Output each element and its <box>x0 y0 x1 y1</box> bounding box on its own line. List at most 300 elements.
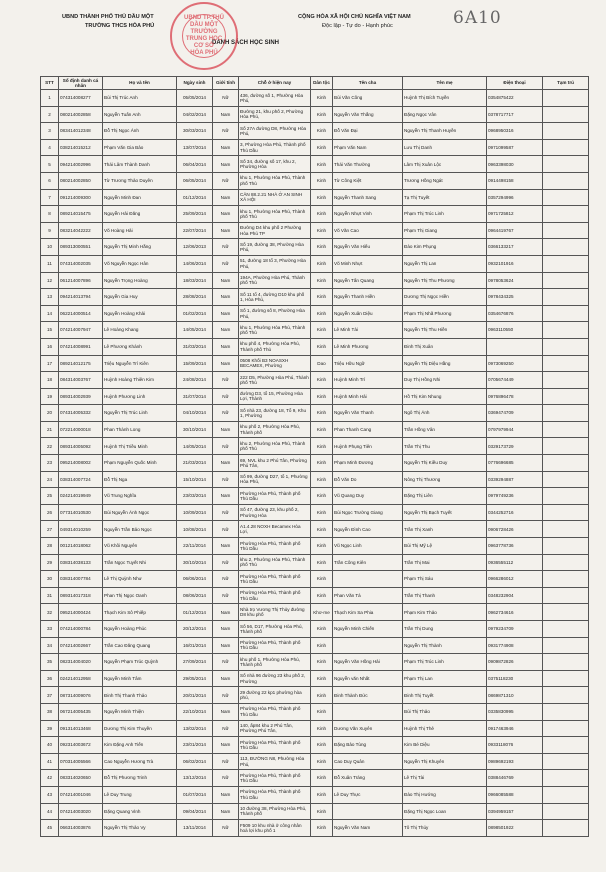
table-cell: 222 D5, Phường Hòa Phú, Thành phố Thủ <box>239 372 311 389</box>
table-cell: Lê Minh Tài <box>333 322 403 339</box>
table-cell: 43 <box>41 786 59 803</box>
column-header: STT <box>41 77 59 90</box>
table-cell: 038214015212 <box>59 139 103 156</box>
table-cell: 0914498158 <box>487 172 543 189</box>
table-cell: 0989692193 <box>487 753 543 770</box>
table-cell: 4 <box>41 139 59 156</box>
table-cell <box>543 106 589 123</box>
table-row <box>41 770 589 787</box>
table-cell <box>543 753 589 770</box>
table-cell: F509 10 khu nhà ở công nhân hoà lợi khu phố 1 <box>239 820 311 837</box>
table-row <box>41 322 589 339</box>
table-cell: 06/04/2014 <box>177 156 213 173</box>
table-cell: 29 <box>41 554 59 571</box>
table-cell: Nam <box>213 156 239 173</box>
table-cell: Kinh <box>311 255 333 272</box>
table-cell: 0366133217 <box>487 239 543 256</box>
table-cell: 0339294887 <box>487 471 543 488</box>
table-cell: 28 <box>41 538 59 555</box>
table-cell: Nguyễn Phạm Trúc Quỳnh <box>103 654 177 671</box>
table-cell: Bùi Thị Thảo <box>403 703 487 720</box>
table-cell <box>543 388 589 405</box>
table-cell: Nam <box>213 670 239 687</box>
table-cell: Phạm Nguyễn Quốc Minh <box>103 455 177 472</box>
table-cell: Phường Hòa Phú, Thành phố Thủ Dầu <box>239 488 311 505</box>
table-row <box>41 786 589 803</box>
table-cell: Huỳnh Minh Trí <box>333 372 403 389</box>
motto-line-1: CỘNG HÒA XÃ HỘI CHỦ NGHĨA VIỆT NAM <box>298 14 411 20</box>
table-cell: Kim Đặng Anh Tiến <box>103 737 177 754</box>
table-cell: 0869871310 <box>487 687 543 704</box>
table-cell: 074214000784 <box>59 621 103 638</box>
table-cell: Số 19, đường 38, Phường Hòa Phú, <box>239 239 311 256</box>
table-cell: Dao <box>311 355 333 372</box>
table-cell: khu phố 2, Phường Hòa Phú, Thành phố <box>239 421 311 438</box>
table-cell: Lưu Thị Danh <box>403 139 487 156</box>
table-cell: đường D3, tổ 15, Phường Hòa Lợi, Thành <box>239 388 311 405</box>
table-cell: 083414012348 <box>59 123 103 140</box>
table-row <box>41 289 589 306</box>
table-cell: Nữ <box>213 172 239 189</box>
table-cell: 074314008277 <box>59 90 103 107</box>
table-cell: 14/05/2014 <box>177 438 213 455</box>
table-cell <box>543 687 589 704</box>
table-cell: Kinh <box>311 305 333 322</box>
table-cell: Kinh <box>311 189 333 206</box>
table-row <box>41 587 589 604</box>
table-cell: Nữ <box>213 587 239 604</box>
table-cell: 36 <box>41 670 59 687</box>
table-cell <box>543 305 589 322</box>
table-cell: Huỳnh Thị Bích Tuyền <box>403 90 487 107</box>
table-cell <box>333 703 403 720</box>
table-cell: Nữ <box>213 820 239 837</box>
table-cell <box>543 139 589 156</box>
table-cell: 095214008002 <box>59 455 103 472</box>
table-cell: 061214007896 <box>59 272 103 289</box>
table-cell: Thạch Kim Sa Phia <box>333 604 403 621</box>
table-cell: Trần Hồng Vân <box>403 421 487 438</box>
table-cell: Nam <box>213 139 239 156</box>
table-cell: 0933118076 <box>487 737 543 754</box>
table-cell <box>333 803 403 820</box>
table-cell: Nam <box>213 488 239 505</box>
table-cell: Kinh <box>311 239 333 256</box>
table-cell: Nguyễn Văn Thanh <box>333 405 403 422</box>
table-cell: Tô Thị Thúy <box>403 820 487 837</box>
table-cell: Nữ <box>213 239 239 256</box>
table-cell: 0973069250 <box>487 355 543 372</box>
table-cell: Cao Nguyễn Hương Trà <box>103 753 177 770</box>
table-cell: Trương Hồng Ngát <box>403 172 487 189</box>
table-row <box>41 139 589 156</box>
table-row <box>41 471 589 488</box>
table-cell: 10/09/2014 <box>177 504 213 521</box>
table-cell: 0964419767 <box>487 222 543 239</box>
table-cell: Vũ Quang Duy <box>333 488 403 505</box>
table-cell: Bùi Nguyễn Ánh Ngọc <box>103 504 177 521</box>
table-cell: Kinh <box>311 770 333 787</box>
school-seal-stamp <box>170 2 238 70</box>
table-cell: Phan Thành Long <box>103 421 177 438</box>
table-cell: Nguyễn Minh Tâm <box>103 670 177 687</box>
table-cell: Kinh <box>311 820 333 837</box>
table-cell: Khơ-me <box>311 604 333 621</box>
table-cell: Phường Hòa Phú, Thành phố Thủ Dầu <box>239 703 311 720</box>
table-cell: 0978434325 <box>487 289 543 306</box>
table-cell: 34 <box>41 637 59 654</box>
table-row <box>41 123 589 140</box>
table-cell: 6 <box>41 172 59 189</box>
table-cell: Nam <box>213 803 239 820</box>
table-cell: 066314003876 <box>59 820 103 837</box>
table-cell: Phạm Thị Nhã Phương <box>403 305 487 322</box>
table-cell: 089314005092 <box>59 438 103 455</box>
table-cell: Nữ <box>213 471 239 488</box>
table-cell: 1 <box>41 90 59 107</box>
table-cell <box>487 338 543 355</box>
table-cell: Nguyễn Thị Lan <box>403 255 487 272</box>
table-cell: 14/05/2014 <box>177 322 213 339</box>
table-cell: Nam <box>213 272 239 289</box>
table-cell: Kinh <box>311 587 333 604</box>
table-cell: 0962734616 <box>487 604 543 621</box>
table-cell: 45 <box>41 820 59 837</box>
table-cell: Vũ Ngọc Linh <box>333 538 403 555</box>
table-cell: 0378717717 <box>487 106 543 123</box>
table-cell: 22/07/2014 <box>177 222 213 239</box>
table-cell: 024214019949 <box>59 488 103 505</box>
table-cell: 23/01/2014 <box>177 737 213 754</box>
table-cell: Nam <box>213 322 239 339</box>
table-cell: Nguyễn Thanh Hiền <box>333 289 403 306</box>
table-cell: 06/02/2014 <box>177 753 213 770</box>
table-cell: Nông Thị Thương <box>403 471 487 488</box>
table-cell: Dương Thị Ngọc Hiền <box>403 289 487 306</box>
table-row <box>41 554 589 571</box>
table-cell: 22/11/2014 <box>177 538 213 555</box>
table-cell <box>543 604 589 621</box>
table-cell: 18/03/2014 <box>177 272 213 289</box>
table-cell: Kinh <box>311 538 333 555</box>
table-cell: Nguyễn Minh Chiến <box>333 621 403 638</box>
table-cell: 074214007947 <box>59 322 103 339</box>
table-cell: Kinh <box>311 786 333 803</box>
table-cell: Triệu Hữu Ngữ <box>333 355 403 372</box>
table-cell: Số 11 tổ 4, đường D10 khu phố 1, Hòa Phú, <box>239 289 311 306</box>
table-cell: 39 <box>41 720 59 737</box>
table-cell: 19 <box>41 388 59 405</box>
table-cell: Đặng Ngọc Vân <box>403 106 487 123</box>
table-cell: 25 <box>41 488 59 505</box>
table-cell: Phạm Văn Nam <box>333 139 403 156</box>
table-cell <box>543 272 589 289</box>
table-cell <box>543 455 589 472</box>
table-cell: 0968950316 <box>487 123 543 140</box>
table-cell: Trần Thị Dung <box>403 621 487 638</box>
table-cell: Trần Ngọc Tuyết Nhi <box>103 554 177 571</box>
table-cell <box>543 255 589 272</box>
table-cell: 35 <box>41 654 59 671</box>
table-cell: Nam <box>213 421 239 438</box>
table-cell: 06/06/2014 <box>177 571 213 588</box>
table-cell: Nguyễn Thị Thu Hiền <box>403 322 487 339</box>
table-cell: 20 <box>41 405 59 422</box>
table-cell: 0797979944 <box>487 421 543 438</box>
table-cell: 074314002035 <box>59 255 103 272</box>
table-row <box>41 488 589 505</box>
column-header: Số định danh cá nhân <box>59 77 103 90</box>
table-cell: 113, ĐƯỜNG N8, Phường Hòa Phú, <box>239 753 311 770</box>
table-cell: Phạm Thị Trúc Linh <box>403 654 487 671</box>
table-cell: 42 <box>41 770 59 787</box>
table-cell: Đinh Thị Xuân <box>403 338 487 355</box>
table-cell: Nguyễn Văn Nam <box>333 820 403 837</box>
table-cell: Nam <box>213 703 239 720</box>
table-row <box>41 106 589 123</box>
table-cell: 049314010259 <box>59 521 103 538</box>
table-cell: Đỗ Thị Ngọc Ánh <box>103 123 177 140</box>
table-row <box>41 255 589 272</box>
handwritten-class-label: 6A10 <box>453 8 502 28</box>
table-cell: 083314020650 <box>59 770 103 787</box>
table-cell: Đỗ Thị Phương Trinh <box>103 770 177 787</box>
table-cell: 074214002667 <box>59 637 103 654</box>
table-cell: Kinh <box>311 670 333 687</box>
table-row <box>41 720 589 737</box>
column-header: Dân tộc <box>311 77 333 90</box>
table-cell <box>543 123 589 140</box>
table-cell: Phường Hòa Phú, Thành phố Thủ Dầu <box>239 637 311 654</box>
table-cell <box>543 189 589 206</box>
table-row <box>41 504 589 521</box>
table-cell: 32 <box>41 604 59 621</box>
table-cell: Kinh <box>311 737 333 754</box>
table-cell: 0394959157 <box>487 803 543 820</box>
table-cell: Số 27A đường D8, Phường Hòa Phú, <box>239 123 311 140</box>
table-cell: 083214042222 <box>59 222 103 239</box>
table-cell: 0906728426 <box>487 521 543 538</box>
table-cell: 12/06/2013 <box>177 239 213 256</box>
table-cell <box>543 355 589 372</box>
table-row <box>41 803 589 820</box>
table-cell <box>543 222 589 239</box>
table-cell: 094214013794 <box>59 289 103 306</box>
table-cell: Trần Thị Thanh <box>403 587 487 604</box>
table-cell: Kinh <box>311 123 333 140</box>
table-cell: 089314002939 <box>59 388 103 405</box>
table-row <box>41 670 589 687</box>
table-cell: Cao Duy Quân <box>333 753 403 770</box>
table-cell: Số 47, đường 23, khu phố 2, Phường Hòa <box>239 504 311 521</box>
table-cell: 0979749236 <box>487 488 543 505</box>
table-cell: khu 1, Phường Hòa Phú, Thành phố Thủ <box>239 206 311 223</box>
table-cell: 3 <box>41 123 59 140</box>
table-cell: Nguyễn Đình Cao <box>333 521 403 538</box>
table-cell: 080214002850 <box>59 172 103 189</box>
table-cell: Nguyễn Minh Đan <box>103 189 177 206</box>
table-cell: Võ Nguyễn Ngọc Hân <box>103 255 177 272</box>
table-cell: 04/10/2014 <box>177 405 213 422</box>
table-cell: Đặng Thị Ngọc Loan <box>403 803 487 820</box>
table-cell: Kinh <box>311 139 333 156</box>
org-line-2: TRƯỜNG THCS HÒA PHÚ <box>85 23 155 29</box>
table-row <box>41 438 589 455</box>
table-cell: 067214005435 <box>59 703 103 720</box>
table-cell: Lê Minh Phương <box>333 338 403 355</box>
table-cell: 15/10/2014 <box>177 471 213 488</box>
table-cell: Kinh <box>311 488 333 505</box>
table-cell: 30 <box>41 571 59 588</box>
table-cell: 080214002858 <box>59 106 103 123</box>
table-cell: Kinh <box>311 521 333 538</box>
table-cell: Nữ <box>213 388 239 405</box>
table-cell: 15/09/2014 <box>177 355 213 372</box>
table-cell: 024214012958 <box>59 670 103 687</box>
org-line-1: UBND THÀNH PHỐ THỦ DẦU MỘT <box>62 14 154 20</box>
table-cell: Kinh <box>311 372 333 389</box>
table-cell: Nam <box>213 538 239 555</box>
table-cell: Kinh <box>311 438 333 455</box>
table-cell: 089313000551 <box>59 239 103 256</box>
table-cell: Nguyễn Trần Bảo Ngọc <box>103 521 177 538</box>
table-cell: Nguyễn văn Nhất <box>333 670 403 687</box>
table-cell: Bùi Thị Trúc Anh <box>103 90 177 107</box>
table-cell: 29/05/2014 <box>177 670 213 687</box>
table-cell <box>543 289 589 306</box>
table-cell: 038314007724 <box>59 471 103 488</box>
table-cell: Phường Hòa Phú, Thành phố Thủ Dầu <box>239 770 311 787</box>
table-cell <box>543 421 589 438</box>
table-cell: Trần Công Kiên <box>333 554 403 571</box>
table-cell: Đinh Thành Đức <box>333 687 403 704</box>
table-cell: Từ Công Kiệt <box>333 172 403 189</box>
table-cell <box>333 637 403 654</box>
table-cell <box>543 438 589 455</box>
table-cell: A1.4.28 NOXH Becamex Hòa Lợi, <box>239 521 311 538</box>
table-cell: 091314013468 <box>59 720 103 737</box>
table-cell: 51, đường 18 tổ 3, Phường Hòa Phú, <box>239 255 311 272</box>
table-cell: Nguyễn Minh Thiện <box>103 703 177 720</box>
table-cell: Nam <box>213 338 239 355</box>
table-cell: Lê Duy Thực <box>333 786 403 803</box>
table-row <box>41 372 589 389</box>
table-cell: Nữ <box>213 123 239 140</box>
table-cell: Từ Trương Thảo Duyên <box>103 172 177 189</box>
table-cell: Đặng Bảo Tùng <box>333 737 403 754</box>
table-cell: Nguyễn Hoàng Khải <box>103 305 177 322</box>
table-cell: Phường Hòa Phú, Thành phố Thủ Dầu <box>239 587 311 604</box>
table-cell: Nam <box>213 289 239 306</box>
table-cell: Vũ Trung Nghĩa <box>103 488 177 505</box>
table-row <box>41 637 589 654</box>
table-cell <box>543 405 589 422</box>
table-cell: 0976896478 <box>487 388 543 405</box>
table-cell: 436, đường số 1, Phường Hòa Phú, <box>239 90 311 107</box>
table-cell: 31/03/2014 <box>177 338 213 355</box>
motto-line-2: Độc lập - Tự do - Hạnh phúc <box>322 23 393 29</box>
table-cell: 37 <box>41 687 59 704</box>
table-cell: Đỗ Văn Do <box>333 471 403 488</box>
table-cell <box>543 156 589 173</box>
table-row <box>41 521 589 538</box>
table-cell: 091214009300 <box>59 189 103 206</box>
table-cell: 41 <box>41 753 59 770</box>
table-cell: 0369474709 <box>487 405 543 422</box>
table-cell <box>543 670 589 687</box>
table-cell: 26 <box>41 504 59 521</box>
table-cell: Nam <box>213 604 239 621</box>
table-cell: Kim Bé Diệu <box>403 737 487 754</box>
table-cell: 12 <box>41 272 59 289</box>
table-cell: 14/06/2014 <box>177 255 213 272</box>
table-cell: Phường Hòa Phú, Thành phố Thủ Dầu <box>239 571 311 588</box>
table-row <box>41 172 589 189</box>
table-cell: 08/06/2014 <box>177 587 213 604</box>
table-row <box>41 272 589 289</box>
table-cell: CĂN 88.2.21 NHÀ Ở AN SINH XÃ HỘI <box>239 189 311 206</box>
table-cell: Nữ <box>213 438 239 455</box>
table-cell: Bùi Văn Công <box>333 90 403 107</box>
table-cell: 14 <box>41 305 59 322</box>
table-cell: Duy Thị Hồng Nhi <box>403 372 487 389</box>
table-cell: Nam <box>213 737 239 754</box>
table-cell: 23 <box>41 455 59 472</box>
table-cell: Huỳnh Minh Hải <box>333 388 403 405</box>
table-cell: 084314003767 <box>59 372 103 389</box>
table-cell: Đinh Thị Thanh Thảo <box>103 687 177 704</box>
table-cell: Kinh <box>311 156 333 173</box>
table-cell: 31/07/2014 <box>177 388 213 405</box>
table-row <box>41 737 589 754</box>
table-cell: 0335830995 <box>487 703 543 720</box>
table-cell: 8 <box>41 206 59 223</box>
table-cell <box>543 803 589 820</box>
table-cell: 092314003672 <box>59 737 103 754</box>
table-cell: Phạm Thị Giang <box>403 222 487 239</box>
table-cell: Nam <box>213 206 239 223</box>
table-cell: 0971725812 <box>487 206 543 223</box>
table-row <box>41 305 589 322</box>
table-cell: 25/09/2014 <box>177 206 213 223</box>
table-cell: 04/02/2014 <box>177 106 213 123</box>
table-cell: 0936555112 <box>487 554 543 571</box>
table-cell <box>543 820 589 837</box>
table-cell: 0354875422 <box>487 90 543 107</box>
table-cell: Nguyễn Thị Khuyên <box>403 753 487 770</box>
table-cell <box>543 338 589 355</box>
table-cell: Bùi Ngọc Trường Giang <box>333 504 403 521</box>
table-cell: 18 <box>41 372 59 389</box>
table-cell: Số nhà 96 đường 23 khu phố 2, Phường <box>239 670 311 687</box>
table-cell: 16 <box>41 338 59 355</box>
table-cell: Nữ <box>213 770 239 787</box>
table-cell: Đường 21, khu phố 2, Phường Hòa Phú, <box>239 106 311 123</box>
table-row <box>41 455 589 472</box>
table-cell: Nữ <box>213 687 239 704</box>
table-cell: Số 1, đường số 8, Phường Hòa Phú, <box>239 305 311 322</box>
table-cell: Phan Thanh Cang <box>333 421 403 438</box>
table-cell: 0931774908 <box>487 637 543 654</box>
table-cell: Kinh <box>311 322 333 339</box>
table-cell: Nữ <box>213 405 239 422</box>
table-cell: 077314010530 <box>59 504 103 521</box>
table-cell: Nguyễn Thị Bạch Tuyết <box>403 504 487 521</box>
table-cell: 0909872826 <box>487 654 543 671</box>
table-cell: Nguyễn Tuấn Anh <box>103 106 177 123</box>
table-cell: Đỗ Văn Đại <box>333 123 403 140</box>
table-cell: 087314009076 <box>59 687 103 704</box>
